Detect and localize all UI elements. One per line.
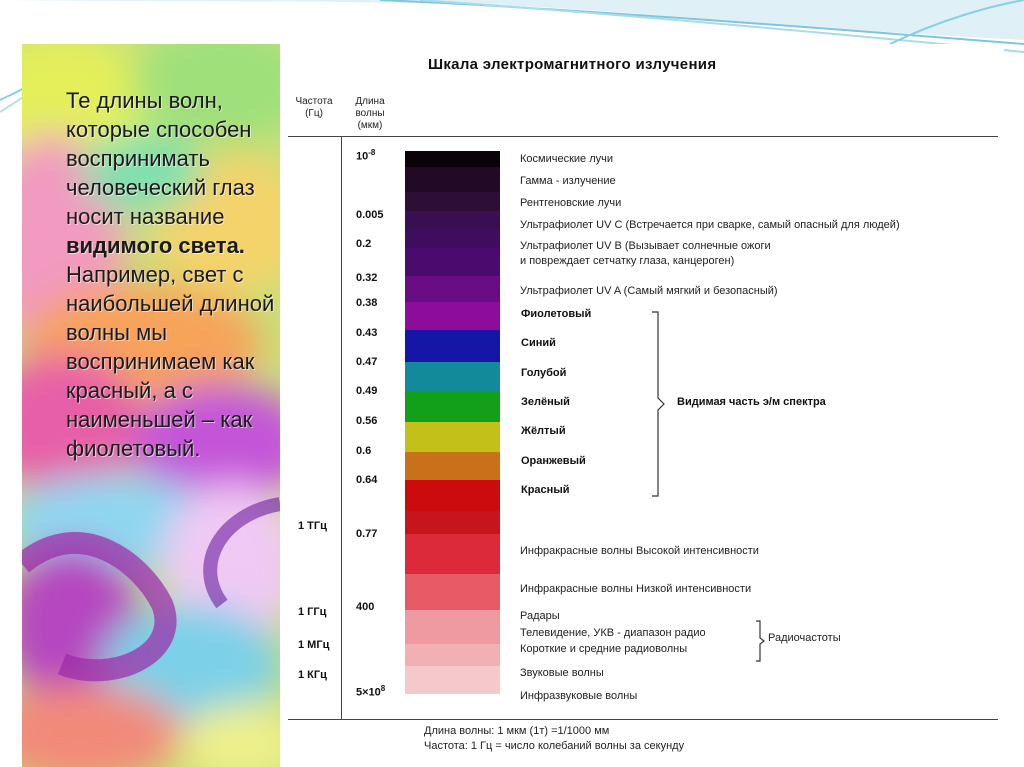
radio-group-label: Радиочастоты (768, 632, 841, 644)
band-label: и повреждает сетчатку глаза, канцероген) (520, 255, 735, 267)
spectrum-band (405, 211, 500, 229)
band-label: Инфразвуковые волны (520, 690, 638, 702)
wavelength-value: 0.49 (356, 385, 378, 397)
spectrum-band (405, 151, 500, 167)
caption-part1: Те длины волн, которые способен воспринимать человеческий глаз носит название (66, 88, 255, 229)
wavelength-value: 0.77 (356, 528, 378, 540)
wavelength-first: $10^{-8}$ (356, 148, 376, 163)
wavelength-value: 0.005 (356, 209, 384, 221)
wavelength-value: 0.47 (356, 356, 378, 368)
wavelength-value: 0.56 (356, 415, 378, 427)
radio-bracket (754, 619, 768, 663)
wavelength-value: 0.6 (356, 445, 372, 457)
column-divider (341, 136, 342, 720)
spectrum-band (405, 574, 500, 610)
band-label: Инфракрасные волны Высокой интенсивности (520, 545, 759, 557)
header-divider (288, 136, 998, 137)
spectrum-band (405, 666, 500, 694)
visible-color-label: Оранжевый (521, 455, 586, 467)
band-label: Звуковые волны (520, 667, 604, 679)
band-label: Инфракрасные волны Низкой интенсивности (520, 583, 752, 595)
spectrum-band (405, 480, 500, 511)
spectrum-band (405, 610, 500, 644)
spectrum-band (405, 422, 500, 452)
footer-line-2: Частота: 1 Гц = число колебаний волны за секунду (424, 740, 685, 752)
frequency-column-header: Частота (Гц) (295, 96, 333, 119)
spectrum-band (405, 302, 500, 330)
visible-bracket (650, 310, 670, 500)
wavelength-value: 0.43 (356, 327, 378, 339)
wavelength-value: 400 (356, 601, 375, 613)
caption-part2: Например, свет с наибольшей длиной волны мы воспринимаем как красный, а с наименьшей – как фиолетовый. (66, 262, 275, 461)
wavelength-value: 0.38 (356, 297, 378, 309)
caption-bold: видимого света. (66, 233, 245, 258)
spectrum-band (405, 330, 500, 362)
spectrum-band (405, 167, 500, 192)
spectrum-band (405, 362, 500, 391)
band-label: Космические лучи (520, 153, 614, 165)
band-label: Телевидение, УКВ - диапазон радио (520, 627, 706, 639)
spectrum-band (405, 391, 500, 422)
spectrum-band (405, 248, 500, 276)
wavelength-last: $5\times 10^8$ (356, 684, 386, 699)
spectrum-band (405, 276, 500, 302)
visible-color-label: Синий (521, 337, 556, 349)
visible-color-label: Фиолетовый (521, 308, 592, 320)
caption-text (66, 86, 281, 463)
frequency-value: 1 ТГц (298, 520, 327, 532)
band-label: Ультрафиолет UV B (Вызывает солнечные ожоги (520, 240, 771, 252)
frequency-value: 1 ГГц (298, 606, 327, 618)
spectrum-sheet (280, 44, 1004, 767)
band-label: Ультрафиолет UV C (Встречается при сварке, самый опасный для людей) (520, 219, 900, 231)
footer-line-1: Длина волны: 1 мкм (1т) =1/1000 мм (424, 725, 610, 737)
wavelength-value: 0.32 (356, 272, 378, 284)
spectrum-band (405, 644, 500, 666)
footer-divider (288, 719, 998, 720)
sheet-title: Шкала электромагнитного излучения (428, 56, 717, 73)
visible-color-label: Жёлтый (521, 425, 566, 437)
band-label: Рентгеновские лучи (520, 197, 622, 209)
visible-color-label: Зелёный (521, 396, 570, 408)
frequency-value: 1 КГц (298, 669, 327, 681)
spectrum-band (405, 192, 500, 211)
visible-group-label: Видимая часть э/м спектра (677, 396, 826, 408)
visible-color-label: Голубой (521, 367, 567, 379)
band-label: Радары (520, 610, 560, 622)
visible-color-label: Красный (521, 484, 570, 496)
wavelength-value: 0.2 (356, 238, 372, 250)
spectrum-band (405, 534, 500, 574)
band-label: Гамма - излучение (520, 175, 616, 187)
spectrum-band (405, 452, 500, 480)
spectrum-band (405, 229, 500, 248)
band-label: Короткие и средние радиоволны (520, 643, 688, 655)
wavelength-column-header: Длина волны (мкм) (355, 96, 385, 131)
spectrum-band (405, 511, 500, 534)
wavelength-value: 0.64 (356, 474, 378, 486)
band-label: Ультрафиолет UV A (Самый мягкий и безопасный) (520, 285, 778, 297)
frequency-value: 1 МГц (298, 639, 330, 651)
